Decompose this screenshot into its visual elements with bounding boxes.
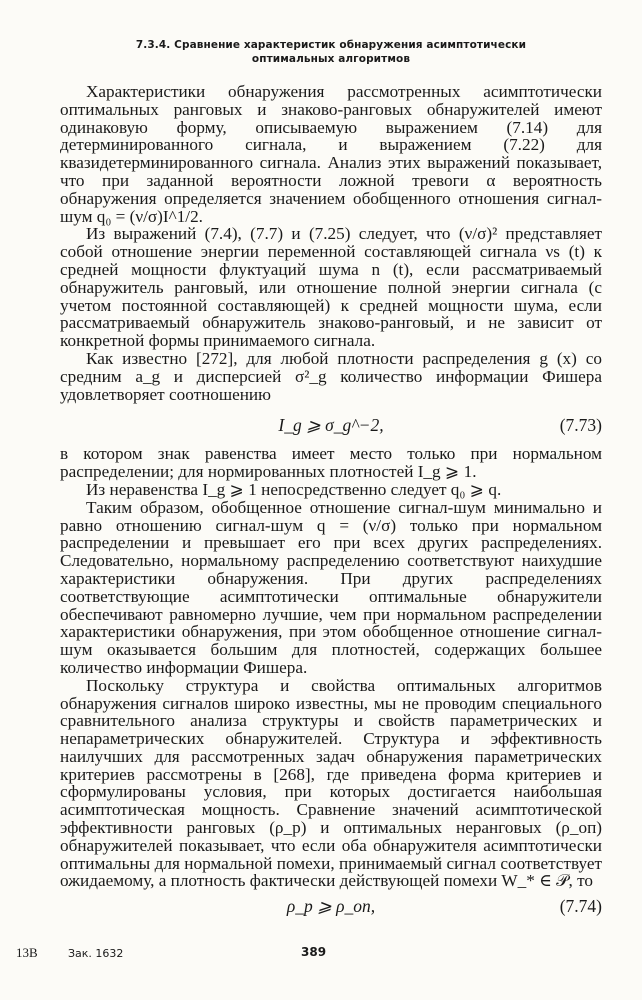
section-heading <box>60 38 602 66</box>
page-number: 389 <box>301 945 327 959</box>
section-heading-line1: 7.3.4. Сравнение характеристик обнаружения асимптотически <box>135 39 527 51</box>
paragraph-equality: в котором знак равенства имеет место только при нормальном распределении; для нормированных плотностей I_g ⩾ 1. <box>60 444 602 482</box>
section-heading-line2: оптимальных алгоритмов <box>251 53 411 65</box>
order-number: Зак. 1632 <box>68 947 124 960</box>
formula-7-73-number: (7.73) <box>559 415 602 436</box>
paragraph-expressions: Из выражений (7.4), (7.7) и (7.25) следует, что (ν/σ)² представляет собой отношение энергии переменной составляющей сигнала νs (t) к средней мощности флуктуаций шума n (t), если рассматриваемый обнаружитель ранговый, или отношение полной энергии сигнала (с учетом постоянной составляющей) к средней мощности шума, если рассматриваемый обнаружитель знаково-ранговый, и не зависит от конкретной формы принимаемого сигнала. <box>60 224 602 351</box>
paragraph-inequality: Из неравенства I_g ⩾ 1 непосредственно следует q₀ ⩾ q. <box>86 479 502 499</box>
formula-7-73 <box>60 403 602 445</box>
formula-7-73-expression: I_g ⩾ σ_g^−2, <box>278 415 384 436</box>
printer-signature: 13В <box>16 945 38 960</box>
formula-7-74-number: (7.74) <box>559 896 602 917</box>
paragraph-fisher: Как известно [272], для любой плотности распределения g (x) со средним a_g и дисперсией σ²_g количество информации Фишера удовлетворяет соотношению <box>60 348 602 404</box>
paragraph-characteristics: Характеристики обнаружения рассмотренных асимптотически оптимальных ранговых и знаково-ранговых обнаружителей имеют одинаковую форму, описываемую выражением (7.14) для детерминированного сигнала, и выражением (7.22) для квазидетерминированного сигнала. Анализ этих выражений показывает, что при заданной вероятности ложной тревоги α вероятность обнаружения определяется значением обобщенного отношения сигнал-шум q₀ = (ν/σ)I^1/2. <box>60 82 602 226</box>
paragraph-structure: Поскольку структура и свойства оптимальных алгоритмов обнаружения сигналов широко известны, мы не проводим специального сравнительного анализа структуры и свойств параметрических и непараметрических обнаружителей. Структура и эффективность наилучших для рассмотренных задач обнаружения параметрических критериев рассмотрены в [268], где приведена форма критериев и сформулированы условия, при которых достигается наибольшая асимптотическая мощность. Сравнение значений асимптотической эффективности ранговых (ρ_p) и оптимальных неранговых (ρ_оп) обнаружителей показывает, что если оба обнаружителя асимптотически оптимальны для нормальной помехи, принимаемый сигнал соответствует ожидаемому, а плотность фактически действующей помехи W_* ∈ 𝒫, то <box>60 675 602 891</box>
page-footer <box>16 945 602 965</box>
formula-7-74-expression: ρ_р ⩾ ρ_оп, <box>286 896 376 917</box>
paragraph-thus: Таким образом, обобщенное отношение сигнал-шум минимально и равно отношению сигнал-шум q = (ν/σ) только при нормальном распределении и превышает его при всех других распределениях. Следовательно, нормальному распределению соответствуют наихудшие характеристики обнаружения. При других распределениях соответствующие асимптотически оптимальные обнаружители обеспечивают равномерно лучшие, чем при нормальном распределении характеристики обнаружения, при этом обобщенное отношение сигнал-шум оказывается большим для плотностей, содержащих большее количество информации Фишера. <box>60 497 602 677</box>
page-body <box>60 38 602 924</box>
formula-7-74 <box>60 890 602 924</box>
